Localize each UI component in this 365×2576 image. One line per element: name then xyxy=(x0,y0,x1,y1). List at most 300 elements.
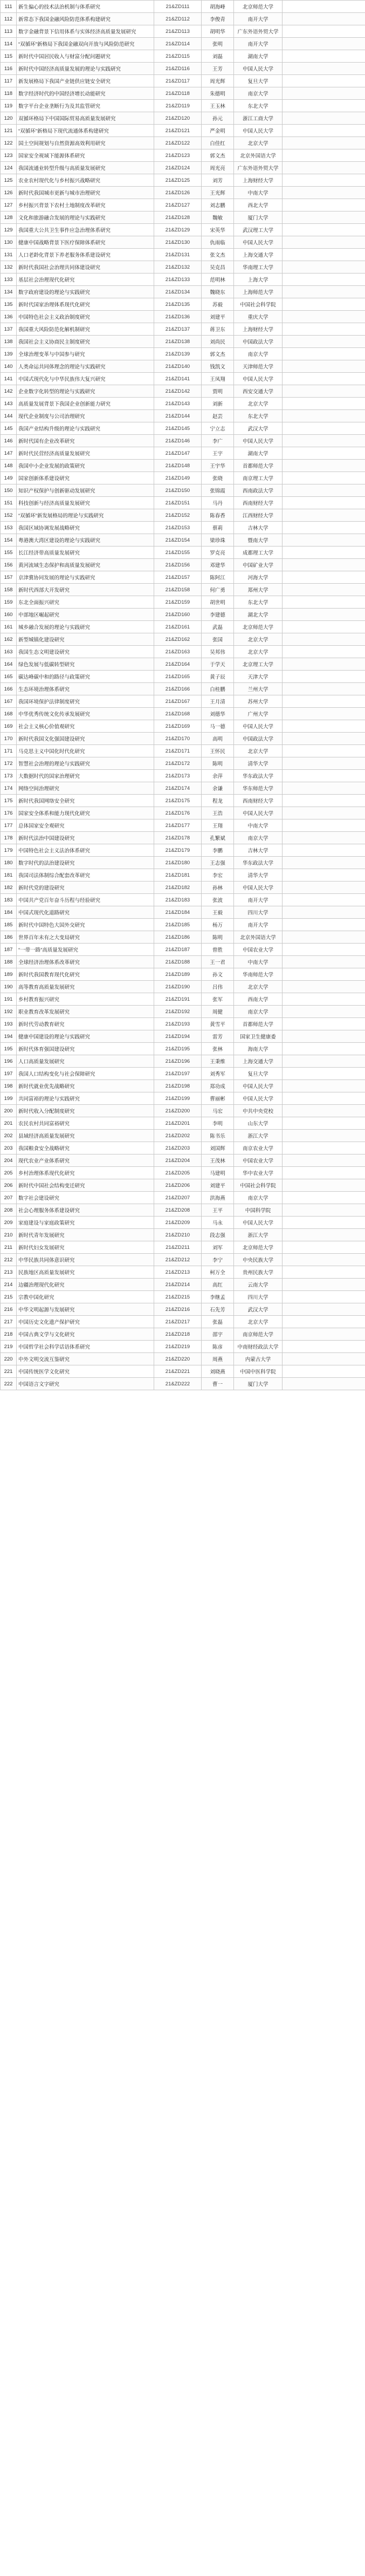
table-row xyxy=(1,968,365,981)
table-row xyxy=(1,522,365,534)
chief-expert: 洪海燕 xyxy=(202,1192,234,1204)
row-number: 201 xyxy=(1,1117,17,1130)
project-code: 21&ZD130 xyxy=(154,236,202,249)
empty-cell xyxy=(283,125,365,137)
row-number: 150 xyxy=(1,484,17,497)
institution: 中国政法大学 xyxy=(234,336,283,348)
institution: 西南大学 xyxy=(234,993,283,1006)
project-title: 新时代法治中国建设研究 xyxy=(17,832,154,844)
chief-expert: 周健 xyxy=(202,1006,234,1018)
project-title: 人类命运共同体理念的理论与实践研究 xyxy=(17,360,154,373)
empty-cell xyxy=(283,460,365,472)
project-code: 21&ZD216 xyxy=(154,1303,202,1316)
table-row xyxy=(1,745,365,757)
project-code: 21&ZD165 xyxy=(154,671,202,683)
project-code: 21&ZD199 xyxy=(154,1092,202,1105)
chief-expert: 刘建平 xyxy=(202,1179,234,1192)
project-title: 新时代体育强国建设研究 xyxy=(17,1043,154,1055)
table-row xyxy=(1,472,365,484)
project-title: 健康中国战略背景下医疗保障体系研究 xyxy=(17,236,154,249)
table-row xyxy=(1,857,365,869)
row-number: 166 xyxy=(1,683,17,695)
institution: 中国人民大学 xyxy=(234,373,283,385)
chief-expert: 李建德 xyxy=(202,609,234,621)
project-title: 新发展格局下我国产业链供应链安全研究 xyxy=(17,75,154,87)
chief-expert: 张晓 xyxy=(202,472,234,484)
project-code: 21&ZD183 xyxy=(154,894,202,906)
institution: 兰州大学 xyxy=(234,683,283,695)
chief-expert: 苏毅 xyxy=(202,298,234,311)
institution: 中国人民大学 xyxy=(234,236,283,249)
chief-expert: 李广 xyxy=(202,435,234,447)
row-number: 190 xyxy=(1,981,17,993)
empty-cell xyxy=(283,1266,365,1279)
project-code: 21&ZD113 xyxy=(154,25,202,38)
institution: 南开大学 xyxy=(234,38,283,50)
table-row xyxy=(1,1266,365,1279)
project-code: 21&ZD203 xyxy=(154,1142,202,1154)
project-code: 21&ZD112 xyxy=(154,13,202,25)
project-code: 21&ZD128 xyxy=(154,211,202,224)
institution: 北京外国语大学 xyxy=(234,149,283,162)
table-row xyxy=(1,38,365,50)
table-row xyxy=(1,1117,365,1130)
table-row xyxy=(1,63,365,75)
institution: 中国农业大学 xyxy=(234,944,283,956)
project-title: 民族地区高质量发展研究 xyxy=(17,1266,154,1279)
project-code: 21&ZD209 xyxy=(154,1217,202,1229)
project-title: 全球治理变革与中国参与研究 xyxy=(17,348,154,360)
empty-cell xyxy=(283,249,365,261)
chief-expert: 黄雪平 xyxy=(202,1018,234,1030)
empty-cell xyxy=(283,695,365,708)
empty-cell xyxy=(283,1154,365,1167)
chief-expert: 马丹 xyxy=(202,497,234,509)
chief-expert: 曾胜 xyxy=(202,944,234,956)
row-number: 204 xyxy=(1,1154,17,1167)
empty-cell xyxy=(283,621,365,633)
institution: 上海财经大学 xyxy=(234,323,283,336)
empty-cell xyxy=(283,298,365,311)
empty-cell xyxy=(283,1105,365,1117)
project-code: 21&ZD142 xyxy=(154,385,202,398)
chief-expert: 魏敏 xyxy=(202,211,234,224)
institution: 北京大学 xyxy=(234,745,283,757)
institution: 海南大学 xyxy=(234,1043,283,1055)
empty-cell xyxy=(283,1316,365,1328)
chief-expert: 余谦 xyxy=(202,782,234,795)
project-title: 世界百年未有之大变局研究 xyxy=(17,931,154,944)
empty-cell xyxy=(283,1030,365,1043)
table-row xyxy=(1,733,365,745)
chief-expert: 孙林 xyxy=(202,882,234,894)
empty-cell xyxy=(283,1167,365,1179)
institution: 中国矿业大学 xyxy=(234,559,283,571)
row-number: 206 xyxy=(1,1179,17,1192)
institution: 中国人民大学 xyxy=(234,882,283,894)
project-title: 智慧社会治理的理论与实践研究 xyxy=(17,757,154,770)
project-title: 知识产权保护与创新驱动发展研究 xyxy=(17,484,154,497)
institution: 北京师范大学 xyxy=(234,1,283,13)
table-row xyxy=(1,360,365,373)
table-row xyxy=(1,286,365,298)
institution: 中国中医科学院 xyxy=(234,1365,283,1378)
table-row xyxy=(1,1006,365,1018)
project-title: 东北全面振兴研究 xyxy=(17,596,154,609)
table-row xyxy=(1,224,365,236)
empty-cell xyxy=(283,187,365,199)
project-title: 新时代党的建设研究 xyxy=(17,882,154,894)
row-number: 125 xyxy=(1,174,17,187)
project-title: 长江经济带高质量发展研究 xyxy=(17,546,154,559)
project-title: 总体国家安全观研究 xyxy=(17,819,154,832)
table-row xyxy=(1,770,365,782)
empty-cell xyxy=(283,819,365,832)
institution: 中国人民大学 xyxy=(234,1092,283,1105)
institution: 中南财经政法大学 xyxy=(234,1341,283,1353)
empty-cell xyxy=(283,1378,365,1390)
institution: 华东政法大学 xyxy=(234,857,283,869)
project-code: 21&ZD217 xyxy=(154,1316,202,1328)
institution: 苏州大学 xyxy=(234,695,283,708)
empty-cell xyxy=(283,1130,365,1142)
row-number: 121 xyxy=(1,125,17,137)
project-title: 马克思主义中国化时代化研究 xyxy=(17,745,154,757)
project-title: 中华民族共同体意识研究 xyxy=(17,1254,154,1266)
empty-cell xyxy=(283,745,365,757)
table-row xyxy=(1,311,365,323)
project-title: 我国生态文明建设研究 xyxy=(17,646,154,658)
institution: 天津师范大学 xyxy=(234,360,283,373)
empty-cell xyxy=(283,385,365,398)
chief-expert: 胡明华 xyxy=(202,25,234,38)
empty-cell xyxy=(283,633,365,646)
row-number: 198 xyxy=(1,1080,17,1092)
table-row xyxy=(1,484,365,497)
project-code: 21&ZD136 xyxy=(154,311,202,323)
project-title: 中国古典文学与文化研究 xyxy=(17,1328,154,1341)
institution: 北京大学 xyxy=(234,633,283,646)
institution: 广州大学 xyxy=(234,708,283,720)
chief-expert: 邵宇 xyxy=(202,1328,234,1341)
empty-cell xyxy=(283,373,365,385)
project-code: 21&ZD148 xyxy=(154,460,202,472)
project-title: 数字时代的法治建设研究 xyxy=(17,857,154,869)
project-title: 我国司法体制综合配套改革研究 xyxy=(17,869,154,882)
project-code: 21&ZD163 xyxy=(154,646,202,658)
project-title: 我国社会主义协商民主制度研究 xyxy=(17,336,154,348)
project-code: 21&ZD171 xyxy=(154,745,202,757)
row-number: 145 xyxy=(1,422,17,435)
institution: 南京大学 xyxy=(234,87,283,100)
row-number: 152 xyxy=(1,509,17,522)
chief-expert: 孙文 xyxy=(202,968,234,981)
empty-cell xyxy=(283,336,365,348)
institution: 厦门大学 xyxy=(234,211,283,224)
table-row xyxy=(1,1092,365,1105)
chief-expert: 孙元 xyxy=(202,112,234,125)
empty-cell xyxy=(283,149,365,162)
row-number: 180 xyxy=(1,857,17,869)
row-number: 115 xyxy=(1,50,17,63)
institution: 天津大学 xyxy=(234,671,283,683)
empty-cell xyxy=(283,1080,365,1092)
table-row xyxy=(1,348,365,360)
project-title: 中外文明交流互鉴研究 xyxy=(17,1353,154,1365)
project-title: 中国共产党百年奋斗历程与经验研究 xyxy=(17,894,154,906)
table-row xyxy=(1,944,365,956)
row-number: 214 xyxy=(1,1279,17,1291)
project-code: 21&ZD156 xyxy=(154,559,202,571)
chief-expert: 马一德 xyxy=(202,720,234,733)
project-title: 碳达峰碳中和的路径与政策研究 xyxy=(17,671,154,683)
chief-expert: 高红 xyxy=(202,1279,234,1291)
table-row xyxy=(1,1279,365,1291)
empty-cell xyxy=(283,497,365,509)
chief-expert: 赵芸 xyxy=(202,410,234,422)
empty-cell xyxy=(283,311,365,323)
table-row xyxy=(1,1130,365,1142)
row-number: 156 xyxy=(1,559,17,571)
project-code: 21&ZD153 xyxy=(154,522,202,534)
row-number: 161 xyxy=(1,621,17,633)
empty-cell xyxy=(283,1117,365,1130)
row-number: 175 xyxy=(1,795,17,807)
empty-cell xyxy=(283,869,365,882)
row-number: 151 xyxy=(1,497,17,509)
row-number: 193 xyxy=(1,1018,17,1030)
project-code: 21&ZD160 xyxy=(154,609,202,621)
row-number: 178 xyxy=(1,832,17,844)
empty-cell xyxy=(283,1055,365,1068)
project-code: 21&ZD125 xyxy=(154,174,202,187)
project-title: 绿色发展与低碳转型研究 xyxy=(17,658,154,671)
empty-cell xyxy=(283,522,365,534)
empty-cell xyxy=(283,398,365,410)
row-number: 173 xyxy=(1,770,17,782)
project-title: “双循环”新发展格局的理论与实践研究 xyxy=(17,509,154,522)
project-code: 21&ZD185 xyxy=(154,919,202,931)
empty-cell xyxy=(283,857,365,869)
table-row xyxy=(1,274,365,286)
row-number: 144 xyxy=(1,410,17,422)
chief-expert: 李俊青 xyxy=(202,13,234,25)
table-row xyxy=(1,249,365,261)
chief-expert: 仇雨临 xyxy=(202,236,234,249)
table-row xyxy=(1,571,365,584)
chief-expert: 高明 xyxy=(202,733,234,745)
chief-expert: 刘建平 xyxy=(202,311,234,323)
chief-expert: 张文杰 xyxy=(202,249,234,261)
institution: 东北大学 xyxy=(234,410,283,422)
chief-expert: 刘德华 xyxy=(202,708,234,720)
chief-expert: 郑功成 xyxy=(202,1080,234,1092)
row-number: 222 xyxy=(1,1378,17,1390)
table-row xyxy=(1,50,365,63)
project-code: 21&ZD170 xyxy=(154,733,202,745)
table-row xyxy=(1,298,365,311)
project-title: 家庭建设与家庭政策研究 xyxy=(17,1217,154,1229)
chief-expert: 范明林 xyxy=(202,274,234,286)
empty-cell xyxy=(283,571,365,584)
project-code: 21&ZD152 xyxy=(154,509,202,522)
project-title: 健康中国建设的理论与实践研究 xyxy=(17,1030,154,1043)
table-row xyxy=(1,236,365,249)
empty-cell xyxy=(283,410,365,422)
institution: 西南财经大学 xyxy=(234,795,283,807)
institution: 湖南大学 xyxy=(234,447,283,460)
project-title: 中华文明起源与发展研究 xyxy=(17,1303,154,1316)
project-code: 21&ZD111 xyxy=(154,1,202,13)
chief-expert: 贾明 xyxy=(202,385,234,398)
institution: 中南大学 xyxy=(234,187,283,199)
institution: 暨南大学 xyxy=(234,534,283,546)
institution: 复旦大学 xyxy=(234,75,283,87)
row-number: 170 xyxy=(1,733,17,745)
empty-cell xyxy=(283,720,365,733)
project-code: 21&ZD133 xyxy=(154,274,202,286)
institution: 西北大学 xyxy=(234,199,283,211)
chief-expert: 张波 xyxy=(202,894,234,906)
table-row xyxy=(1,1378,365,1390)
empty-cell xyxy=(283,894,365,906)
chief-expert: 李宁 xyxy=(202,1254,234,1266)
empty-cell xyxy=(283,1365,365,1378)
row-number: 116 xyxy=(1,63,17,75)
row-number: 131 xyxy=(1,249,17,261)
project-title: 乡村振兴背景下农村土地制度改革研究 xyxy=(17,199,154,211)
project-code: 21&ZD132 xyxy=(154,261,202,274)
chief-expert: 王浩 xyxy=(202,807,234,819)
row-number: 199 xyxy=(1,1092,17,1105)
project-code: 21&ZD134 xyxy=(154,286,202,298)
empty-cell xyxy=(283,1229,365,1241)
row-number: 160 xyxy=(1,609,17,621)
chief-expert: 白佳红 xyxy=(202,137,234,149)
project-code: 21&ZD131 xyxy=(154,249,202,261)
project-title: 双循环格局下中国国际贸易高质量发展研究 xyxy=(17,112,154,125)
table-row xyxy=(1,695,365,708)
chief-expert: 蔡莉 xyxy=(202,522,234,534)
chief-expert: 朱德明 xyxy=(202,87,234,100)
project-code: 21&ZD208 xyxy=(154,1204,202,1217)
empty-cell xyxy=(283,981,365,993)
row-number: 113 xyxy=(1,25,17,38)
project-code: 21&ZD144 xyxy=(154,410,202,422)
chief-expert: 余萍 xyxy=(202,770,234,782)
project-title: 中国传统医学文化研究 xyxy=(17,1365,154,1378)
row-number: 221 xyxy=(1,1365,17,1378)
chief-expert: 张林 xyxy=(202,1043,234,1055)
row-number: 167 xyxy=(1,695,17,708)
institution: 南开大学 xyxy=(234,13,283,25)
project-code: 21&ZD205 xyxy=(154,1167,202,1179)
institution: 北京理工大学 xyxy=(234,658,283,671)
chief-expert: 柯万全 xyxy=(202,1266,234,1279)
chief-expert: 刘新 xyxy=(202,398,234,410)
empty-cell xyxy=(283,360,365,373)
row-number: 164 xyxy=(1,658,17,671)
chief-expert: 于学天 xyxy=(202,658,234,671)
table-row xyxy=(1,1068,365,1080)
project-title: 粤港澳大湾区建设的理论与实践研究 xyxy=(17,534,154,546)
project-title: 中部地区崛起研究 xyxy=(17,609,154,621)
table-row xyxy=(1,1018,365,1030)
chief-expert: 王月清 xyxy=(202,695,234,708)
project-title: 我国人口结构变化与社会保障研究 xyxy=(17,1068,154,1080)
chief-expert: 武磊 xyxy=(202,621,234,633)
empty-cell xyxy=(283,646,365,658)
table-row xyxy=(1,460,365,472)
project-title: 人口高质量发展研究 xyxy=(17,1055,154,1068)
institution: 北京师范大学 xyxy=(234,621,283,633)
row-number: 184 xyxy=(1,906,17,919)
row-number: 179 xyxy=(1,844,17,857)
chief-expert: 杨万 xyxy=(202,919,234,931)
table-row xyxy=(1,546,365,559)
project-code: 21&ZD117 xyxy=(154,75,202,87)
empty-cell xyxy=(283,211,365,224)
institution: 内蒙古大学 xyxy=(234,1353,283,1365)
table-row xyxy=(1,708,365,720)
institution: 湖南大学 xyxy=(234,50,283,63)
chief-expert: 刘秀军 xyxy=(202,1068,234,1080)
project-code: 21&ZD184 xyxy=(154,906,202,919)
row-number: 162 xyxy=(1,633,17,646)
table-row xyxy=(1,1328,365,1341)
institution: 四川大学 xyxy=(234,1291,283,1303)
institution: 中国农业大学 xyxy=(234,1154,283,1167)
empty-cell xyxy=(283,993,365,1006)
empty-cell xyxy=(283,1328,365,1341)
chief-expert: 程龙 xyxy=(202,795,234,807)
project-title: 数字社会建设研究 xyxy=(17,1192,154,1204)
empty-cell xyxy=(283,1,365,13)
institution: 中国社会科学院 xyxy=(234,1179,283,1192)
project-code: 21&ZD179 xyxy=(154,844,202,857)
institution: 清华大学 xyxy=(234,757,283,770)
empty-cell xyxy=(283,757,365,770)
project-code: 21&ZD190 xyxy=(154,981,202,993)
chief-expert: 陈明 xyxy=(202,757,234,770)
row-number: 122 xyxy=(1,137,17,149)
table-row xyxy=(1,596,365,609)
project-code: 21&ZD197 xyxy=(154,1068,202,1080)
chief-expert: 魏晓东 xyxy=(202,286,234,298)
empty-cell xyxy=(283,422,365,435)
table-row xyxy=(1,1154,365,1167)
row-number: 220 xyxy=(1,1353,17,1365)
table-row xyxy=(1,807,365,819)
institution: 华南理工大学 xyxy=(234,261,283,274)
empty-cell xyxy=(283,274,365,286)
chief-expert: 王茂林 xyxy=(202,1154,234,1167)
project-table-body xyxy=(1,1,365,1390)
empty-cell xyxy=(283,1204,365,1217)
institution: 郑州大学 xyxy=(234,584,283,596)
project-title: “双循环”新格局下我国金融双向开放与风险防范研究 xyxy=(17,38,154,50)
empty-cell xyxy=(283,1341,365,1353)
chief-expert: 蒋卫东 xyxy=(202,323,234,336)
row-number: 141 xyxy=(1,373,17,385)
institution: 上海大学 xyxy=(234,274,283,286)
table-row xyxy=(1,385,365,398)
empty-cell xyxy=(283,559,365,571)
row-number: 174 xyxy=(1,782,17,795)
institution: 首都师范大学 xyxy=(234,460,283,472)
table-row xyxy=(1,447,365,460)
project-code: 21&ZD180 xyxy=(154,857,202,869)
